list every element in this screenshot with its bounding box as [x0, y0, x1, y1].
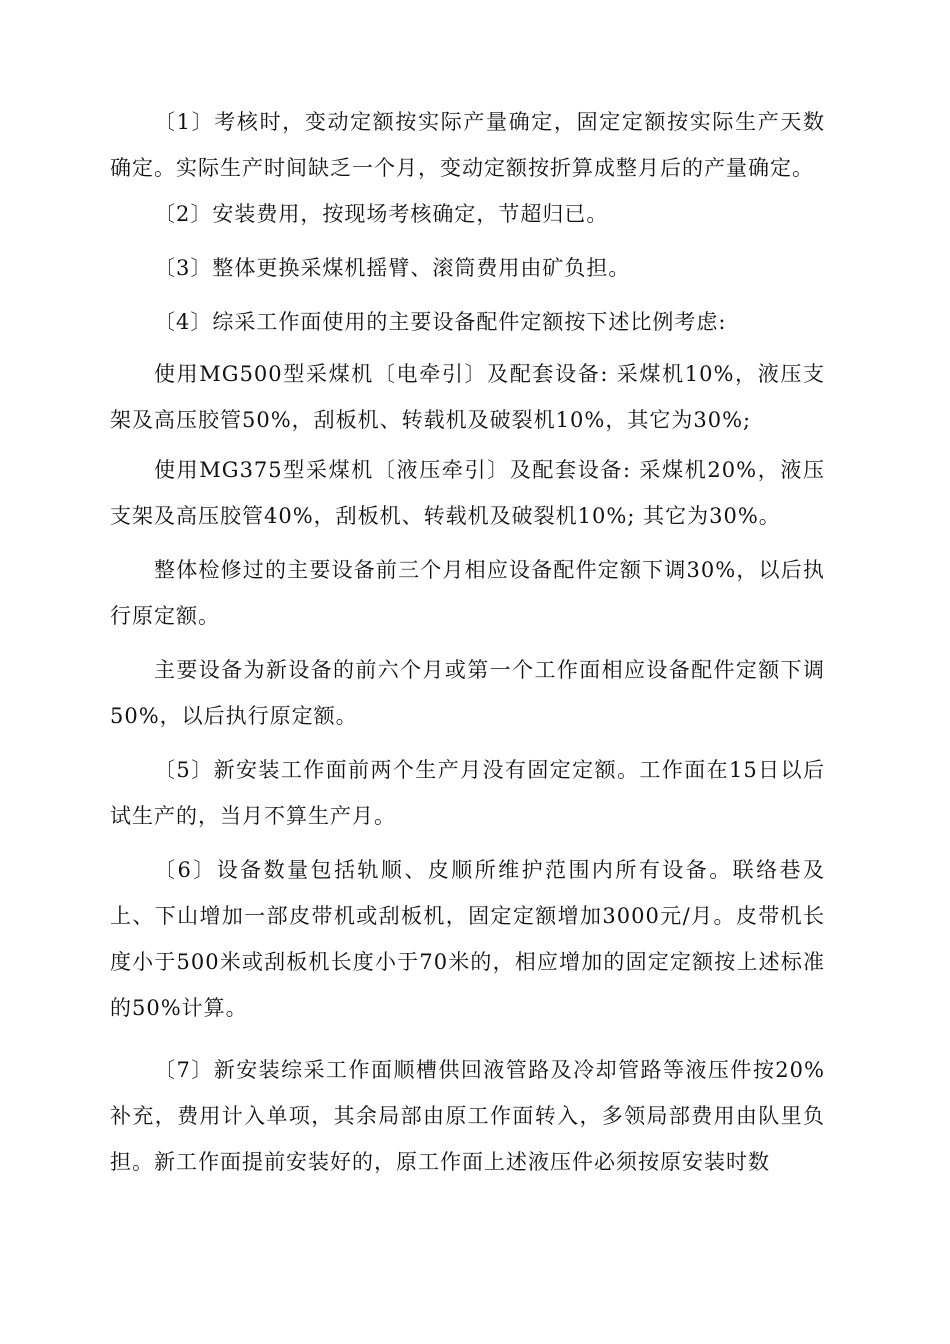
- paragraph-item-5: 使用MG500型采煤机〔电牵引〕及配套设备: 采煤机10%，液压支架及高压胶管50%，刮板机、转载机及破裂机10%，其它为30%;: [110, 362, 825, 432]
- paragraph-item-1: 〔1〕考核时，变动定额按实际产量确定，固定定额按实际生产天数确定。实际生产时间缺乏一个月，变动定额按折算成整月后的产量确定。: [110, 110, 825, 180]
- paragraph-item-9: 〔5〕新安装工作面前两个生产月没有固定定额。工作面在15日以后试生产的，当月不算生产月。: [110, 758, 825, 828]
- paragraph-item-8: 主要设备为新设备的前六个月或第一个工作面相应设备配件定额下调50%，以后执行原定额。: [110, 658, 825, 728]
- paragraph-item-7: 整体检修过的主要设备前三个月相应设备配件定额下调30%，以后执行原定额。: [110, 558, 825, 628]
- paragraph-item-3: 〔3〕整体更换采煤机摇臂、滚筒费用由矿负担。: [154, 256, 631, 280]
- paragraph-item-2: 〔2〕安装费用，按现场考核确定，节超归已。: [154, 202, 609, 226]
- paragraph-item-11: 〔7〕新安装综采工作面顺槽供回液管路及冷却管路等液压件按20%补充，费用计入单项，其余局部由原工作面转入，多领局部费用由队里负担。新工作面提前安装好的，原工作面上述液压件必须按原安装时数: [110, 1058, 825, 1174]
- paragraph-item-10: 〔6〕设备数量包括轨顺、皮顺所维护范围内所有设备。联络巷及上、下山增加一部皮带机或刮板机，固定定额增加3000元/月。皮带机长度小于500米或刮板机长度小于70米的，相应增加的固定定额按上述标准的50%计算。: [110, 858, 825, 1020]
- paragraph-item-6: 使用MG375型采煤机〔液压牵引〕及配套设备: 采煤机20%，液压支架及高压胶管40%，刮板机、转载机及破裂机10%; 其它为30%。: [110, 458, 825, 528]
- paragraph-item-4: 〔4〕综采工作面使用的主要设备配件定额按下述比例考虑:: [154, 310, 727, 334]
